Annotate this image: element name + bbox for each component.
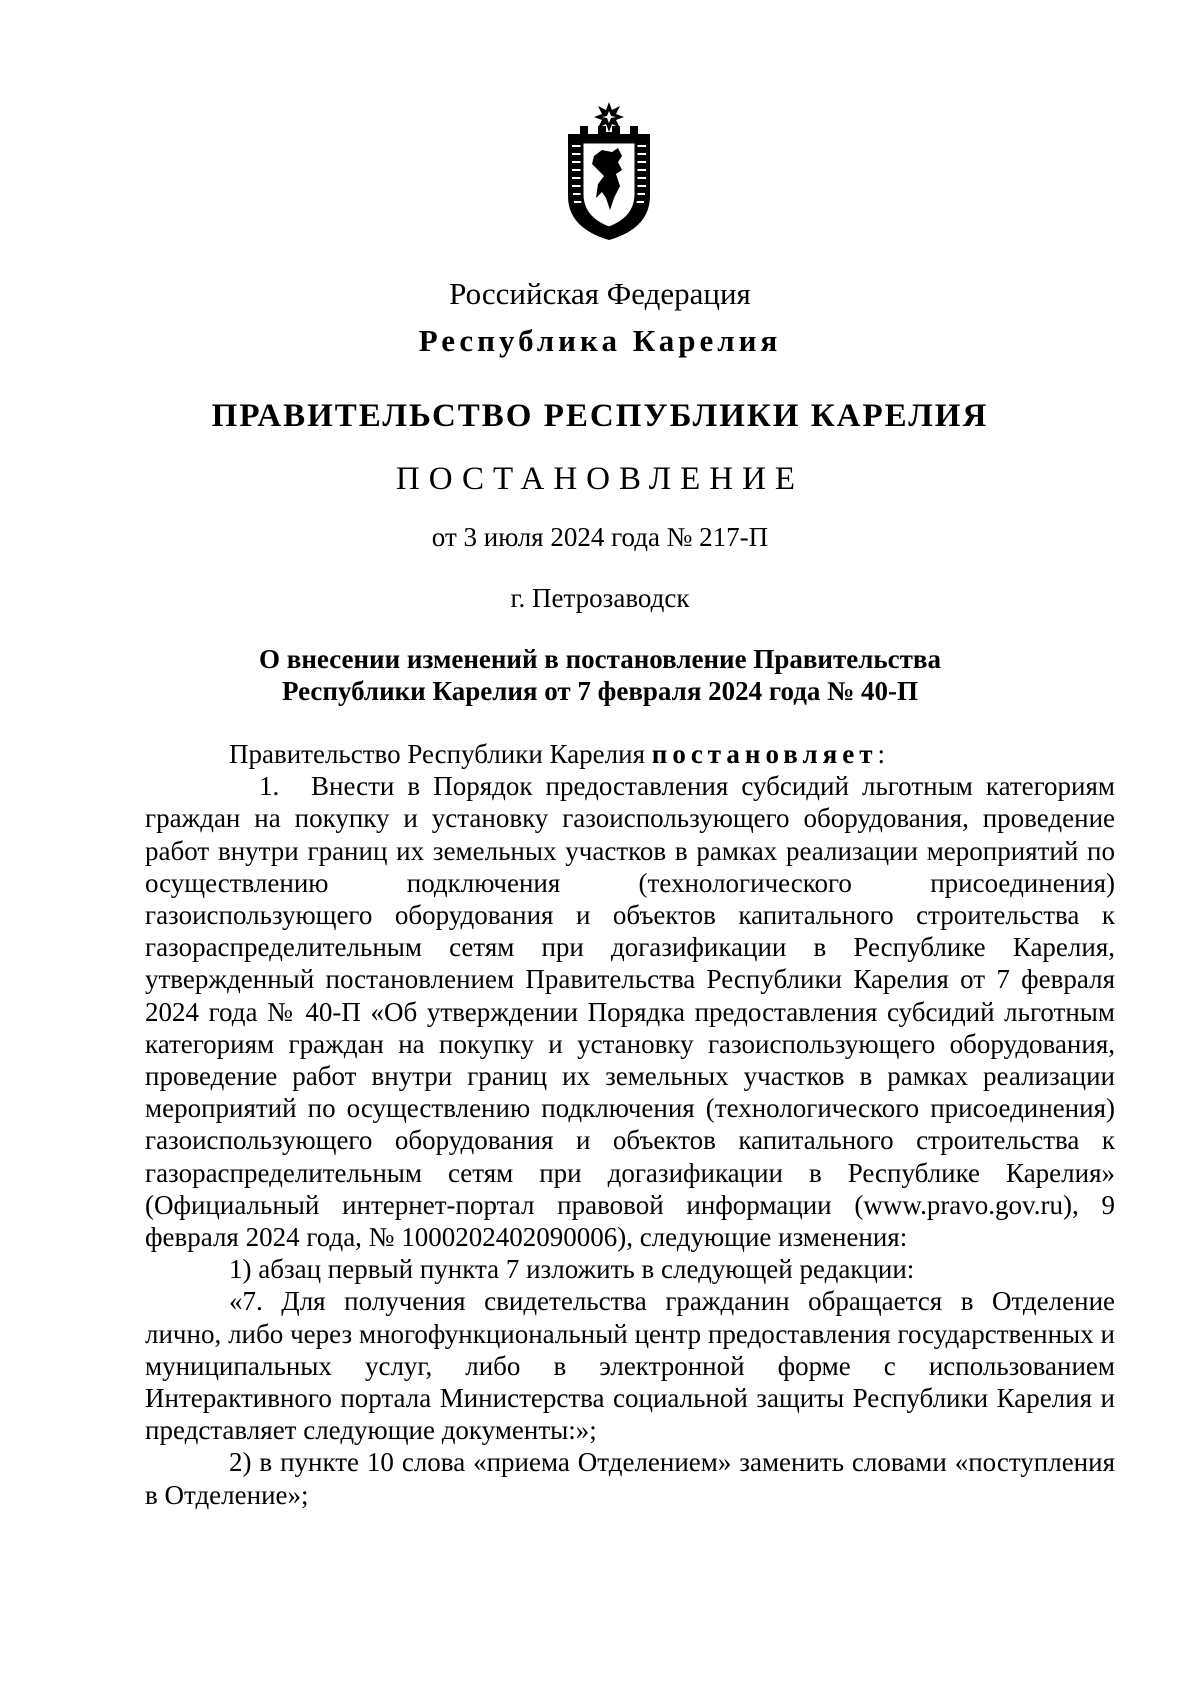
intro-prefix: Правительство Республики Карелия: [229, 739, 652, 769]
document-type: ПОСТАНОВЛЕНИЕ: [395, 461, 805, 497]
document-title-line: О внесении изменений в постановление Правительства: [259, 644, 941, 674]
document-title: [0, 643, 1200, 707]
country-name: Российская Федерация: [449, 276, 751, 311]
karelia-coat-of-arms-icon: [562, 100, 656, 242]
government-name: ПРАВИТЕЛЬСТВО РЕСПУБЛИКИ КАРЕЛИЯ: [211, 398, 989, 434]
intro-suffix: :: [877, 739, 886, 769]
subitem-2-paragraph: 2) в пункте 10 слова «приема Отделением» заменить словами «поступления в Отделение»;: [145, 1447, 1115, 1510]
document-title-line: Республики Карелия от 7 февраля 2024 года № 40-П: [281, 676, 919, 706]
item-1-paragraph: [145, 770, 1115, 1253]
republic-name: Республика Карелия: [418, 323, 782, 358]
intro-paragraph: [145, 738, 1115, 770]
document-body: [145, 738, 1115, 1511]
quote-paragraph: «7. Для получения свидетельства гражданин обращается в Отделение лично, либо через многофункциональный центр предоставления государственных и муниципальных услуг, либо в электронной форме с использованием Интерактивного портала Министерства социальной защиты Республики Карелия и представляет следующие документы:»;: [145, 1286, 1115, 1446]
item-1-text: Внести в Порядок предоставления субсидий льготным категориям граждан на покупку и установку газоиспользующего оборудования, проведение работ внутри границ их земельных участков в рамках реализации мероприятий по осуществлению подключения (технологического присоединения) газоиспользующего оборудования и объектов капитального строительства к газораспределительным сетям при догазификации в Республике Карелия, утвержденный постановлением Правительства Республики Карелия от 7 февраля 2024 года № 40-П «Об утверждении Порядка предоставления субсидий льготным категориям граждан на покупку и установку газоиспользующего оборудования, проведение работ внутри границ их земельных участков в рамках реализации мероприятий по осуществлению подключения (технологического присоединения) газоиспользующего оборудования и объектов капитального строительства к газораспределительным сетям при догазификации в Республике Карелия» (Официальный интернет-портал правовой информации (www.pravo.gov.ru), 9 февраля 2024 года, № 1000202402090006), следующие изменения:: [145, 771, 1115, 1253]
document-date-number: от 3 июля 2024 года № 217-П: [431, 522, 769, 552]
document-city: г. Петрозаводск: [510, 583, 690, 613]
intro-verb: постановляет: [651, 739, 878, 769]
subitem-1-paragraph: 1) абзац первый пункта 7 изложить в следующей редакции:: [229, 1254, 915, 1285]
item-1-number: 1.: [259, 771, 280, 802]
